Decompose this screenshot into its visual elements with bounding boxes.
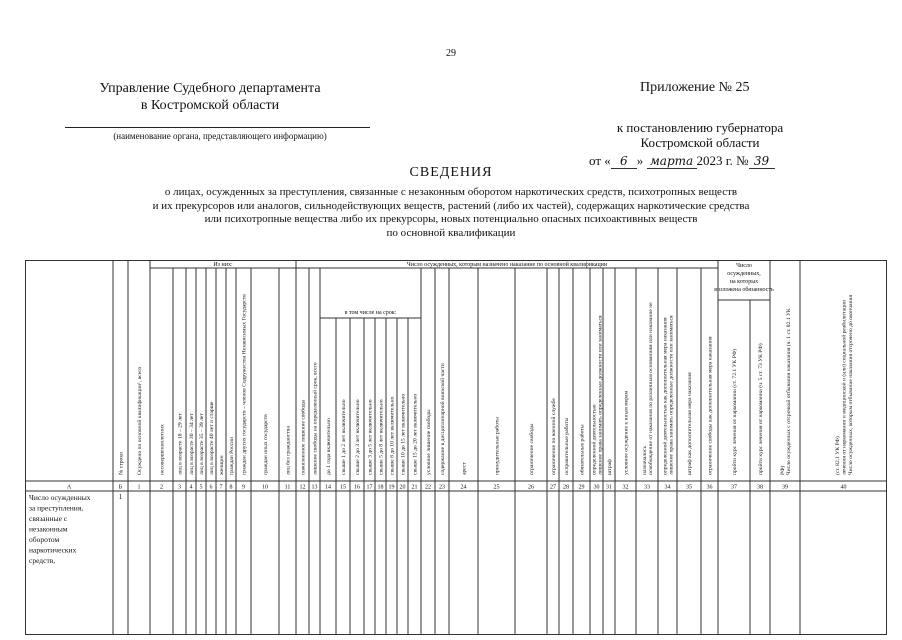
column-header-text: пройти курс лечения от наркомании (ст. 72.1 УК РФ)	[732, 349, 738, 475]
group-header-punishment: Число осужденных, которым назначено наказание по основной квалификации	[406, 262, 608, 268]
date-year: 2023 г. №	[696, 153, 749, 168]
column-number: 28	[563, 484, 569, 491]
decree-line-1: к постановлению губернатора	[616, 120, 784, 135]
column-number: 36	[706, 484, 713, 491]
column-header-text: пожизненное лишение свободы	[300, 399, 307, 475]
organization-underline	[65, 127, 370, 128]
column-header-text: свыше 3 до 5 лет включительно	[367, 399, 374, 475]
column-header-text: лишение права занимать определенные должности или заниматьсяопределенной деятельностью как дополнительная мера наказания	[662, 315, 675, 475]
column-header-text: до 1 года включительно	[326, 418, 332, 475]
subtitle-line-3: или психотропные вещества либо их прекурсоры, новых потенциально опасных психоактивных веществ	[204, 213, 698, 226]
column-header-text: граждан других государств – членов Содружества Независимых Государств	[241, 294, 248, 475]
handwritten-number: 39	[749, 154, 775, 169]
date-mid: »	[636, 153, 644, 168]
column-number: 7	[219, 484, 223, 491]
column-header-text: освобождение от наказания по различным основаниям или наказание неназначалось	[641, 302, 655, 475]
column-header-text: Осуждено по основной квалификации¹, всего	[137, 366, 143, 475]
column-number: 9	[242, 484, 245, 491]
column-number: 33	[644, 484, 650, 491]
column-number: 26	[528, 484, 534, 491]
group-header-term: в том числе на срок:	[344, 310, 397, 316]
column-number: 15	[340, 484, 346, 491]
organization-name	[60, 80, 360, 114]
column-header-text: граждан России	[229, 436, 235, 475]
column-number: 11	[284, 484, 291, 491]
document-title: СВЕДЕНИЯ	[409, 165, 493, 180]
column-number: 19	[388, 484, 395, 491]
organization-line-2: в Костромской области	[140, 98, 280, 113]
organization-line-1: Управление Судебного департамента	[99, 81, 321, 96]
column-number: 18	[377, 484, 384, 491]
column-header-text: свыше 8 до 10 лет включительно	[389, 396, 396, 475]
column-number: 35	[686, 484, 692, 491]
organization-hint: (наименование органа, представляющего информацию)	[113, 131, 327, 141]
page-number: 29	[446, 48, 456, 59]
column-header-text: пройти курс лечения от наркомании (ч. 5 ст. 73 УК РФ)	[758, 343, 764, 475]
column-header-text: условное лишение свободы	[426, 409, 432, 475]
column-header-text: свыше 15 до 20 лет включительно	[412, 393, 419, 475]
column-header-text: ограничение по военной службе	[551, 398, 557, 475]
column-header-text: штраф как дополнительная мера наказания	[687, 372, 693, 475]
column-number: 25	[493, 484, 500, 491]
column-number: 5	[199, 484, 203, 491]
column-number: 23	[439, 484, 445, 491]
column-header-text: женщин	[219, 455, 225, 475]
column-number: 16	[354, 484, 360, 491]
column-number: 13	[311, 484, 318, 491]
column-header-text: свыше 5 до 8 лет включительно	[378, 399, 385, 475]
column-number: 38	[757, 484, 763, 491]
column-number: 10	[262, 484, 268, 491]
row-number: 1	[118, 493, 123, 501]
subtitle-line-2: и их прекурсоров или аналогов, сильнодействующих веществ, растений (либо их частей), содержащих наркотические средства	[152, 199, 750, 212]
column-number: 29	[578, 484, 585, 491]
column-number: 27	[550, 484, 556, 491]
decree-reference	[570, 120, 830, 150]
column-number: 4	[189, 484, 193, 491]
column-number: 30	[593, 484, 600, 491]
date-prefix: от «	[589, 153, 611, 168]
column-header-text: несовершеннолетних	[159, 424, 166, 475]
decree-line-2: Костромской области	[640, 135, 760, 150]
column-header-text: Число осужденных, которым отбывание наказания отсрочено до окончаниялечения от наркомании и медицинской и (или) социальной реабилитации(ст. 82.1 УК РФ)	[835, 294, 854, 475]
column-number: 17	[366, 484, 373, 491]
column-header-text: свыше 10 до 15 лет включительно	[400, 393, 407, 475]
column-header-text: лишение свободы на определенный срок, всего	[312, 362, 319, 475]
column-number: 32	[622, 484, 629, 491]
column-number: 21	[411, 484, 418, 491]
column-number: 24	[460, 484, 467, 491]
column-header-text: лиц в возрасте 18 – 29 лет	[177, 413, 184, 475]
handwritten-month: марта	[647, 154, 697, 169]
column-header-text: № строки	[118, 451, 125, 475]
column-number: 2	[160, 484, 163, 491]
column-header-text: исправительные работы	[564, 417, 570, 475]
row-label: Число осужденных за преступления, связанные с незаконным оборотом наркотических средств,	[29, 493, 91, 565]
column-header-text: условное осуждение к иным мерам	[623, 390, 630, 475]
subtitle-line-4: по основной квалификации	[386, 226, 516, 239]
column-header-text: свыше 2 до 3 лет включительно	[355, 399, 361, 475]
column-header-text: ограничение свободы	[529, 423, 535, 475]
column-number: 37	[731, 484, 737, 491]
group-header-obligation: Число осужденных, на которых возложена обязанность	[714, 263, 774, 293]
column-header-text: Число осужденных с отсрочкой отбывания наказания (ч. 1 ст. 82.1 УКРФ)	[779, 308, 793, 475]
column-number: Б	[118, 484, 123, 491]
column-number: 22	[425, 484, 431, 491]
group-header-of-them: Из них:	[213, 262, 233, 268]
column-header-text: арест	[461, 462, 468, 475]
statistics-table	[25, 260, 887, 635]
column-header-text: штраф	[607, 459, 613, 475]
column-number: 39	[782, 484, 788, 491]
subtitle-line-1: о лицах, осужденных за преступления, связанные с незаконным оборотом наркотических средств, психотропных веществ	[164, 186, 738, 198]
column-number: 20	[399, 484, 406, 491]
handwritten-day: 6	[611, 154, 637, 169]
column-header-text: лиц в возрасте 40 лет и старше	[209, 401, 215, 475]
column-number: 31	[606, 484, 612, 491]
column-number: 3	[178, 484, 181, 491]
column-header-text: свыше 1 до 2 лет включительно	[341, 399, 347, 475]
column-number: 1	[137, 484, 141, 491]
column-number: 8	[229, 484, 233, 491]
column-header-text: лиц без гражданства	[285, 426, 292, 475]
column-header-text: принудительные работы	[494, 416, 501, 475]
column-number: 34	[664, 484, 671, 491]
column-header-text: лишение права занимать определенные должности или заниматьсяопределенной деятельностью	[591, 315, 604, 475]
column-number: 6	[209, 484, 213, 491]
column-header-text: лиц в возрасте 30 – 34 лет	[189, 413, 195, 475]
column-header-text: ограничение свободы как дополнительная мера наказания	[707, 336, 714, 475]
column-number: А	[66, 484, 72, 491]
column-header-text: обязательные работы	[579, 424, 586, 475]
column-header-text: содержание в дисциплинарной воинской части	[440, 363, 446, 475]
column-number: 14	[325, 484, 331, 491]
column-header-text: лиц в возрасте 35 – 39 лет	[199, 413, 205, 475]
column-header-text: граждан иных государств	[263, 414, 269, 475]
column-number: 40	[840, 484, 847, 491]
appendix-label: Приложение № 25	[640, 80, 750, 95]
document-subtitle	[80, 186, 822, 240]
column-number: 12	[299, 484, 306, 491]
